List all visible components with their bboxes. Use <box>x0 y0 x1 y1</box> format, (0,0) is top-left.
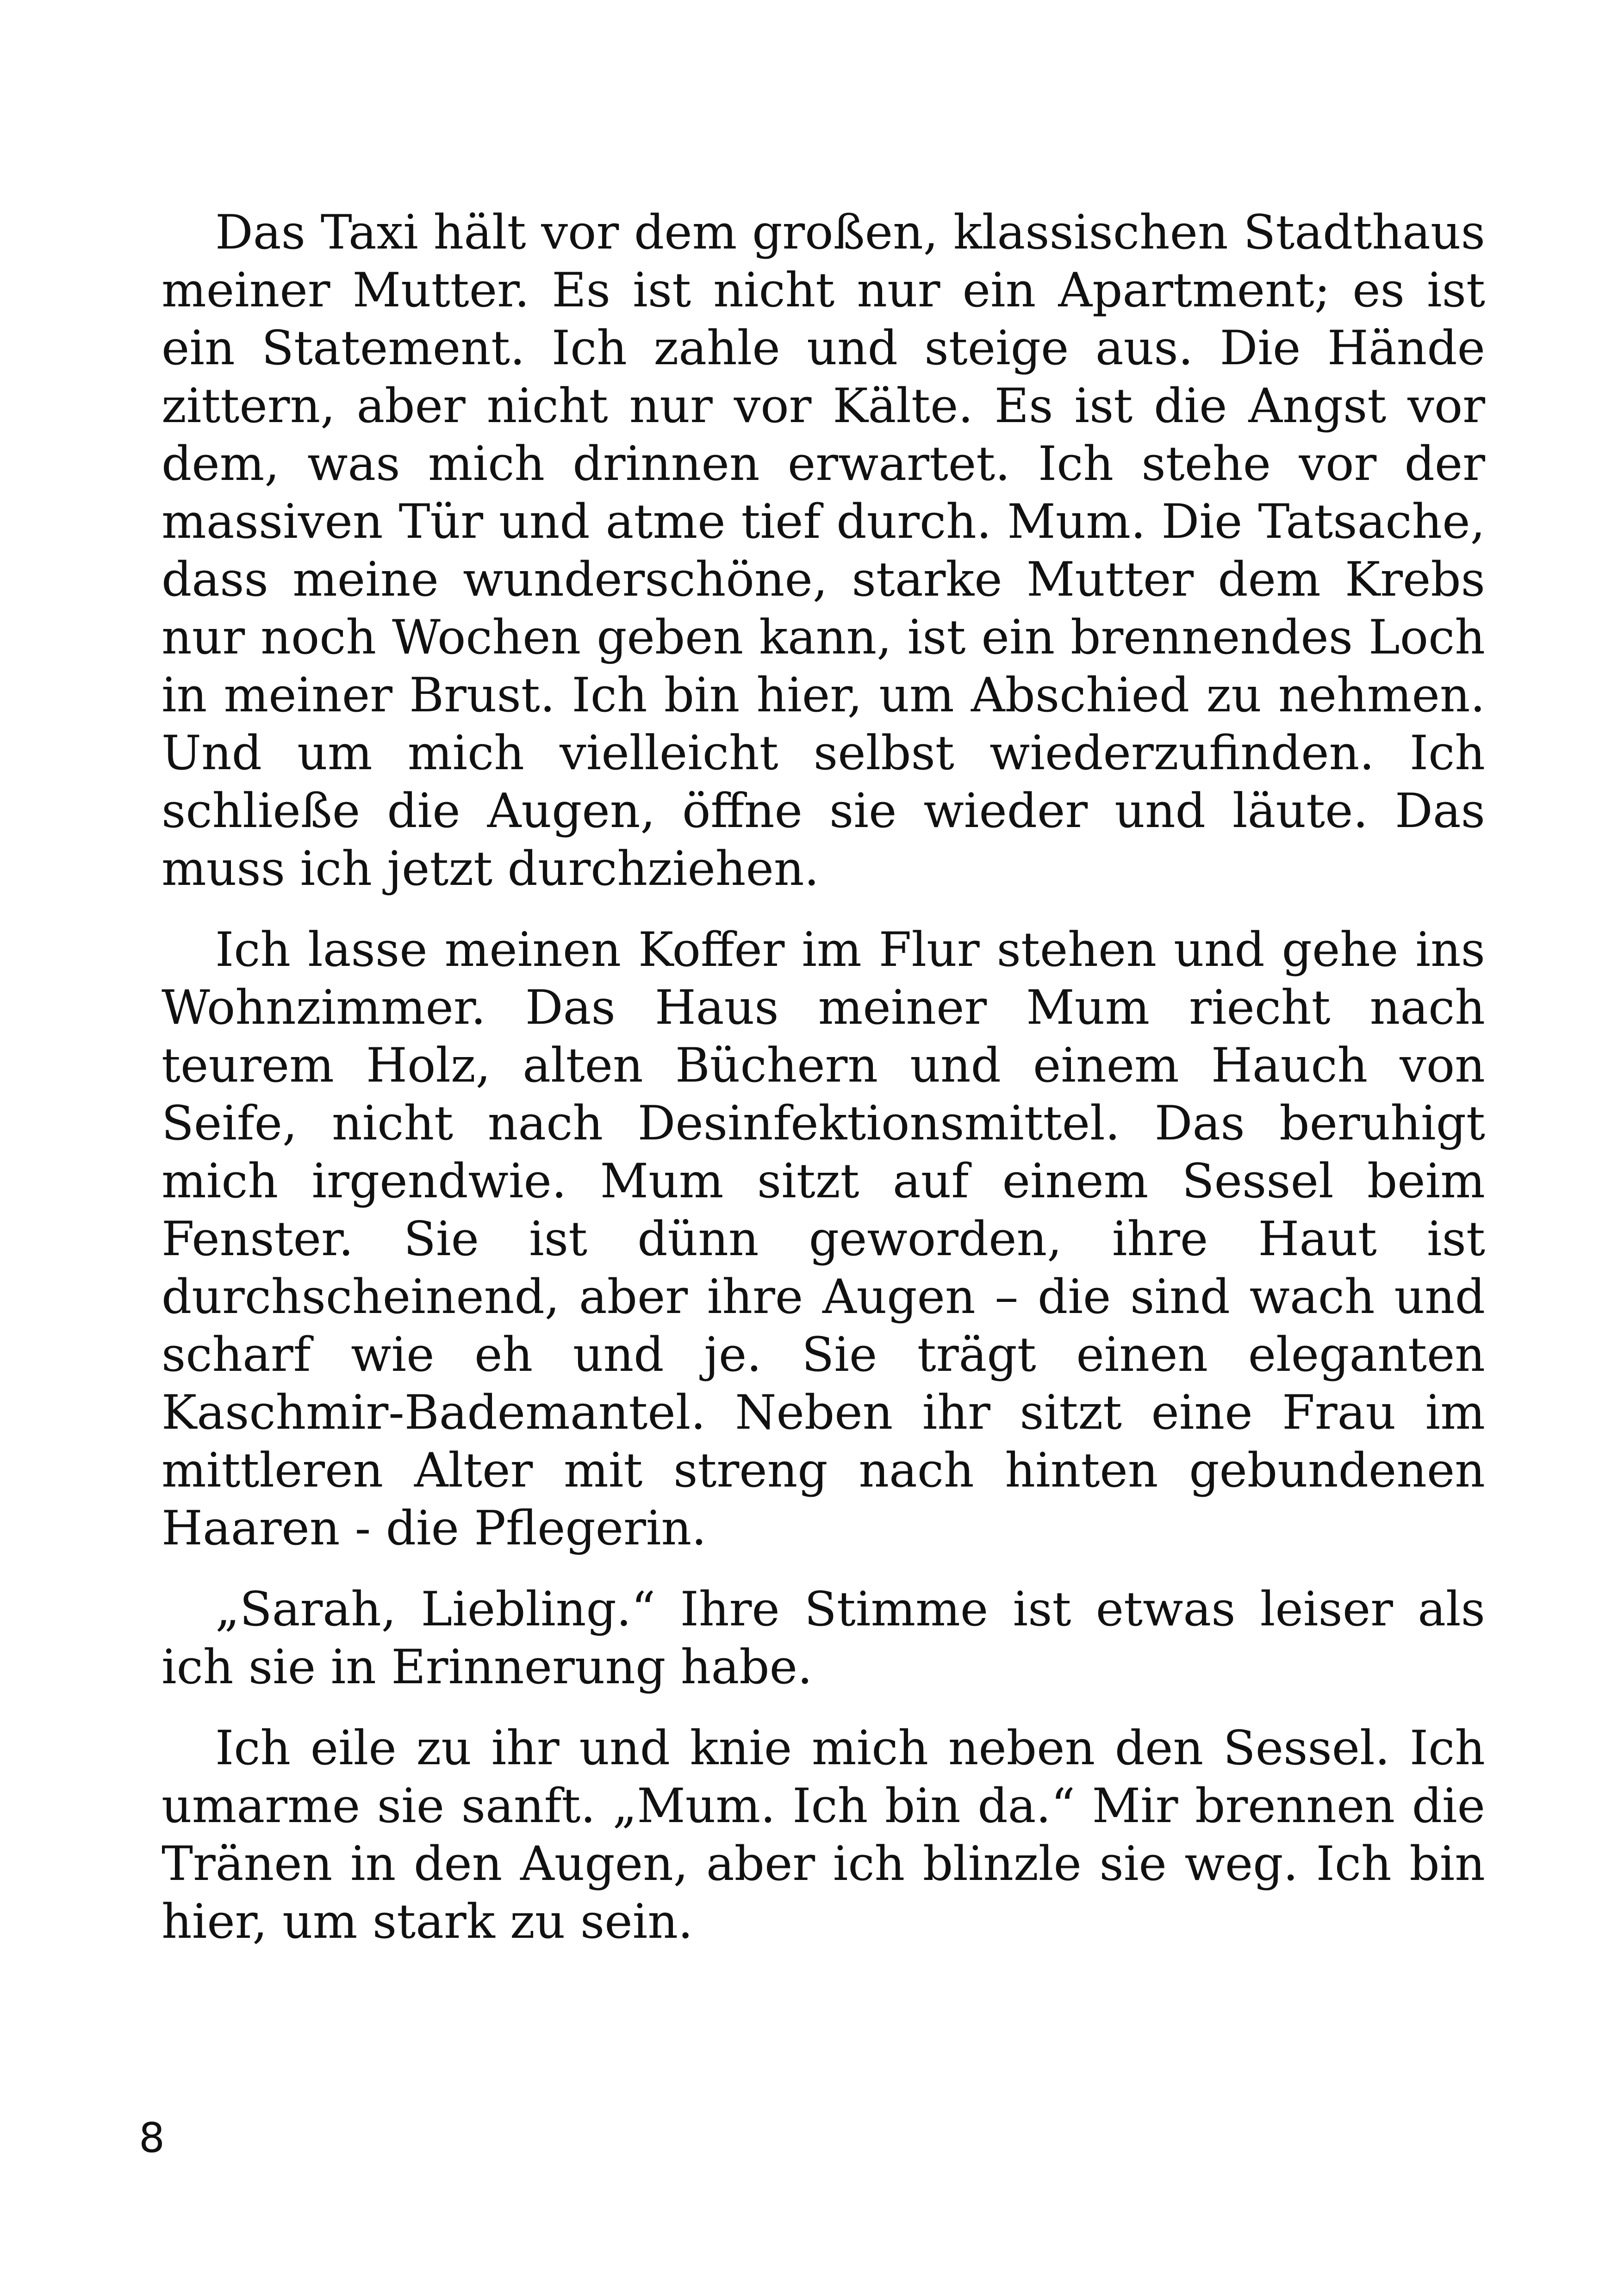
paragraph-3: „Sarah, Liebling.“ Ihre Stimme ist etwas leiser als ich sie in Erinnerung habe. <box>162 1582 1485 1695</box>
paragraph-1: Das Taxi hält vor dem großen, klassischen Stadthaus meiner Mutter. Es ist nicht nur ein Apartment; es ist ein Statement. Ich zahle und steige aus. Die Hände zittern, aber nicht nur vor Kälte. Es ist die Angst vor dem, was mich drinnen erwartet. Ich stehe vor der massiven Tür und atme tief durch. Mum. Die Tatsache, dass meine wunderschöne, starke Mutter dem Krebs nur noch Wochen geben kann, ist ein brennendes Loch in meiner Brust. Ich bin hier, um Abschied zu nehmen. Und um mich vielleicht selbst wiederzufinden. Ich schließe die Augen, öffne sie wieder und läute. Das muss ich jetzt durchziehen. <box>162 205 1485 896</box>
page-number: 8 <box>139 2114 165 2162</box>
paragraph-4: Ich eile zu ihr und knie mich neben den Sessel. Ich umarme sie sanft. „Mum. Ich bin da.“ Mir brennen die Tränen in den Augen, aber ich blinzle sie weg. Ich bin hier, um stark zu sein. <box>162 1721 1485 1949</box>
paragraph-2: Ich lasse meinen Koffer im Flur stehen und gehe ins Wohnzimmer. Das Haus meiner Mum riecht nach teurem Holz, alten Büchern und einem Hauch von Seife, nicht nach Desinfektionsmittel. Das beruhigt mich irgendwie. Mum sitzt auf einem Sessel beim Fenster. Sie ist dünn geworden, ihre Haut ist durchscheinend, aber ihre Augen – die sind wach und scharf wie eh und je. Sie trägt einen eleganten Kaschmir-Bademantel. Neben ihr sitzt eine Frau im mittleren Alter mit streng nach hinten gebundenen Haaren - die Pflegerin. <box>162 922 1485 1556</box>
body-text <box>162 204 1485 1974</box>
